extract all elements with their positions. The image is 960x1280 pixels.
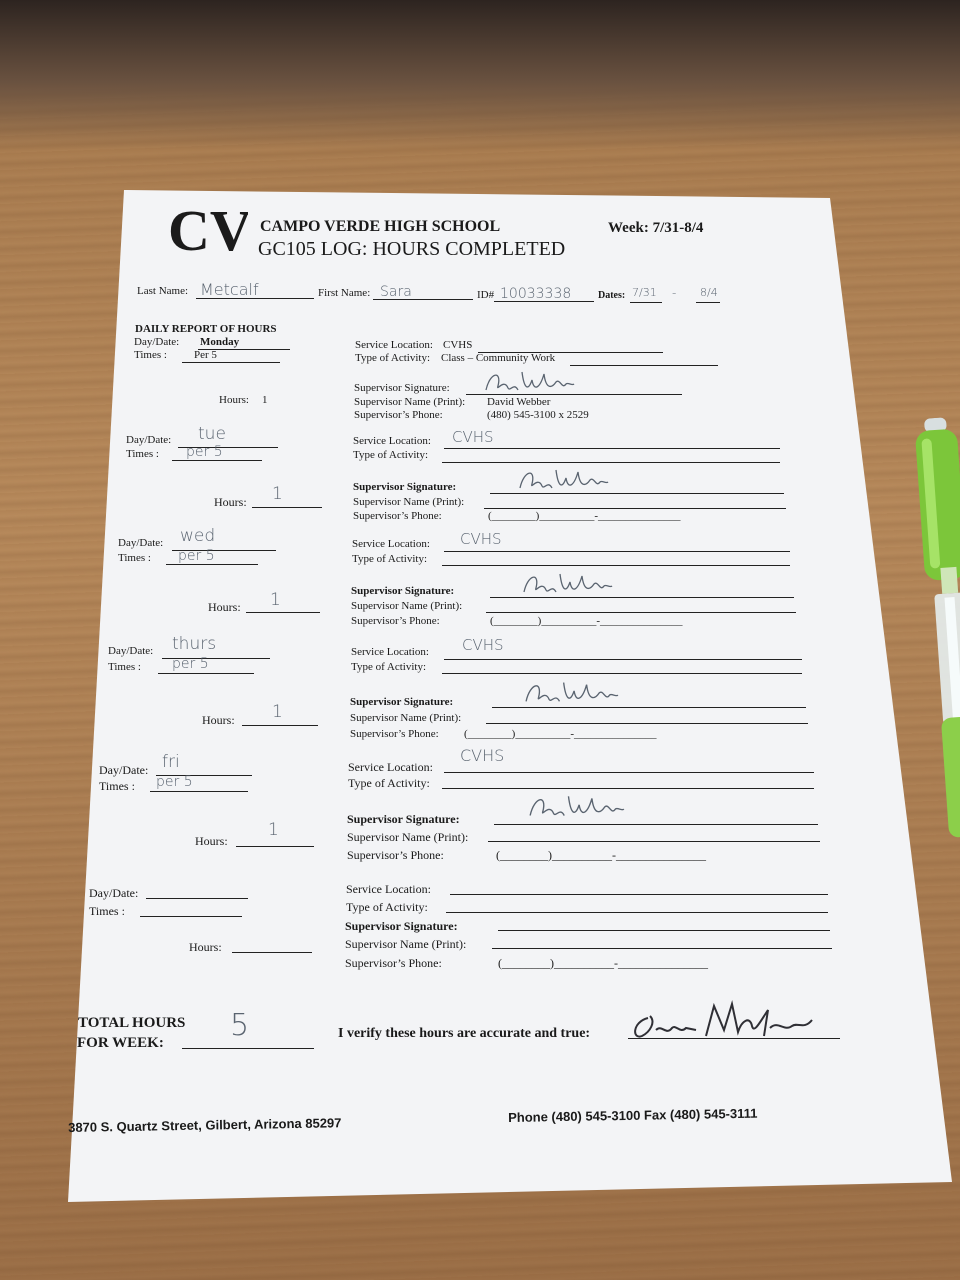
- student-signature-image: [628, 996, 814, 1044]
- day-value: wed: [180, 526, 216, 546]
- total-hours-label-1: TOTAL HOURS: [78, 1015, 186, 1031]
- activity-label: Type of Activity:: [346, 900, 428, 914]
- day-value: fri: [162, 752, 180, 772]
- supervisor-signature-image: [484, 368, 576, 396]
- supervisor-phone-label: Supervisor’s Phone:: [351, 615, 440, 627]
- service-location-label: Service Location:: [348, 760, 433, 774]
- total-hours-label-2: FOR WEEK:: [77, 1035, 164, 1051]
- daily-report-heading: DAILY REPORT OF HOURS: [135, 323, 277, 335]
- first-name-value: Sara: [380, 284, 412, 300]
- hours-label: Hours:: [202, 713, 235, 727]
- day-value: thurs: [172, 634, 217, 654]
- school-phone-fax: Phone (480) 545-3100 Fax (480) 545-3111: [508, 1105, 758, 1125]
- date-separator: -: [672, 286, 677, 300]
- school-name: CAMPO VERDE HIGH SCHOOL: [260, 218, 501, 235]
- service-location-value: CVHS: [460, 530, 502, 548]
- hours-value: 1: [272, 484, 283, 504]
- hours-label: Hours:: [189, 940, 222, 954]
- supervisor-phone-blank: (________)__________-_______________: [496, 848, 706, 862]
- supervisor-signature-image: [522, 570, 614, 598]
- service-location-value: CVHS: [462, 636, 504, 654]
- school-address: 3870 S. Quartz Street, Gilbert, Arizona 85297: [68, 1115, 342, 1135]
- supervisor-phone-blank: (________)__________-_______________: [464, 728, 657, 740]
- day-date-label: Day/Date:: [89, 886, 139, 900]
- service-location-value: CVHS: [452, 428, 494, 446]
- activity-label: Type of Activity:: [351, 661, 426, 673]
- supervisor-phone-label: Supervisor’s Phone:: [347, 848, 444, 862]
- total-hours-value: 5: [230, 1008, 250, 1043]
- supervisor-phone-label: Supervisor’s Phone:: [354, 409, 443, 421]
- service-location-value: CVHS: [460, 746, 505, 765]
- first-name-label: First Name:: [318, 287, 371, 299]
- supervisor-signature-image: [524, 678, 620, 708]
- day-date-label: Day/Date:: [118, 537, 164, 549]
- hours-label: Hours:: [208, 600, 241, 614]
- times-label: Times :: [108, 661, 141, 673]
- supervisor-name-label: Supervisor Name (Print):: [350, 712, 462, 724]
- date-to: 8/4: [700, 286, 718, 299]
- school-logo: [166, 200, 248, 260]
- times-value: Per 5: [194, 349, 217, 361]
- service-location-label: Service Location:: [353, 435, 431, 447]
- hours-value: 1: [272, 702, 283, 722]
- supervisor-phone-blank: (________)__________-_______________: [490, 615, 683, 627]
- supervisor-signature-label: Supervisor Signature:: [353, 481, 457, 493]
- supervisor-name-label: Supervisor Name (Print):: [351, 600, 463, 612]
- supervisor-name-label: Supervisor Name (Print):: [345, 937, 467, 951]
- activity-label: Type of Activity:: [352, 553, 427, 565]
- service-location-label: Service Location:: [355, 339, 433, 351]
- day-date-label: Day/Date:: [134, 336, 180, 348]
- activity-value: Class – Community Work: [441, 352, 556, 364]
- times-value: per 5: [186, 444, 223, 460]
- hours-label: Hours:: [219, 394, 249, 406]
- supervisor-phone-value: (480) 545-3100 x 2529: [487, 409, 589, 421]
- times-value: per 5: [178, 548, 215, 564]
- hours-label: Hours:: [214, 495, 247, 509]
- times-value: per 5: [172, 656, 209, 672]
- supervisor-name-label: Supervisor Name (Print):: [347, 830, 469, 844]
- supervisor-signature-image: [528, 792, 626, 822]
- service-location-label: Service Location:: [346, 882, 431, 896]
- svg-text:CV: CV: [168, 200, 248, 260]
- times-label: Times :: [89, 904, 125, 918]
- dates-label: Dates:: [598, 290, 626, 301]
- supervisor-signature-label: Supervisor Signature:: [350, 696, 454, 708]
- supervisor-signature-label: Supervisor Signature:: [351, 585, 455, 597]
- last-name-value: Metcalf: [200, 280, 259, 299]
- supervisor-signature-label: Supervisor Signature:: [347, 812, 460, 826]
- supervisor-signature-label: Supervisor Signature:: [354, 382, 450, 394]
- day-value: tue: [198, 424, 226, 444]
- supervisor-phone-blank: (________)__________-_______________: [498, 956, 708, 970]
- hours-value: 1: [268, 820, 279, 840]
- id-value: 10033338: [500, 286, 572, 302]
- times-label: Times :: [118, 552, 151, 564]
- day-date-label: Day/Date:: [99, 763, 149, 777]
- supervisor-phone-label: Supervisor’s Phone:: [345, 956, 442, 970]
- hours-value: 1: [262, 394, 268, 406]
- supervisor-signature-label: Supervisor Signature:: [345, 919, 458, 933]
- activity-label: Type of Activity:: [353, 449, 428, 461]
- week-range: Week: 7/31-8/4: [608, 220, 704, 236]
- day-value: Monday: [200, 336, 240, 348]
- activity-label: Type of Activity:: [348, 776, 430, 790]
- date-from: 7/31: [632, 286, 657, 299]
- supervisor-phone-label: Supervisor’s Phone:: [350, 728, 439, 740]
- day-date-label: Day/Date:: [126, 434, 172, 446]
- verify-statement: I verify these hours are accurate and true:: [338, 1026, 591, 1041]
- day-date-label: Day/Date:: [108, 645, 154, 657]
- service-location-value: CVHS: [443, 339, 473, 351]
- times-label: Times :: [99, 779, 135, 793]
- times-label: Times :: [126, 448, 159, 460]
- hours-label: Hours:: [195, 834, 228, 848]
- supervisor-name-label: Supervisor Name (Print):: [353, 496, 465, 508]
- activity-label: Type of Activity:: [355, 352, 430, 364]
- supervisor-phone-blank: (________)__________-_______________: [488, 510, 681, 522]
- last-name-label: Last Name:: [137, 285, 189, 297]
- service-location-label: Service Location:: [352, 538, 430, 550]
- times-label: Times :: [134, 349, 167, 361]
- id-label: ID#: [477, 289, 495, 301]
- service-location-label: Service Location:: [351, 646, 429, 658]
- log-title: GC105 LOG: HOURS COMPLETED: [258, 238, 566, 260]
- supervisor-name-label: Supervisor Name (Print):: [354, 396, 466, 408]
- hours-value: 1: [270, 590, 281, 610]
- supervisor-signature-image: [518, 466, 610, 494]
- times-value: per 5: [156, 774, 193, 790]
- supervisor-phone-label: Supervisor’s Phone:: [353, 510, 442, 522]
- supervisor-name-value: David Webber: [487, 396, 551, 408]
